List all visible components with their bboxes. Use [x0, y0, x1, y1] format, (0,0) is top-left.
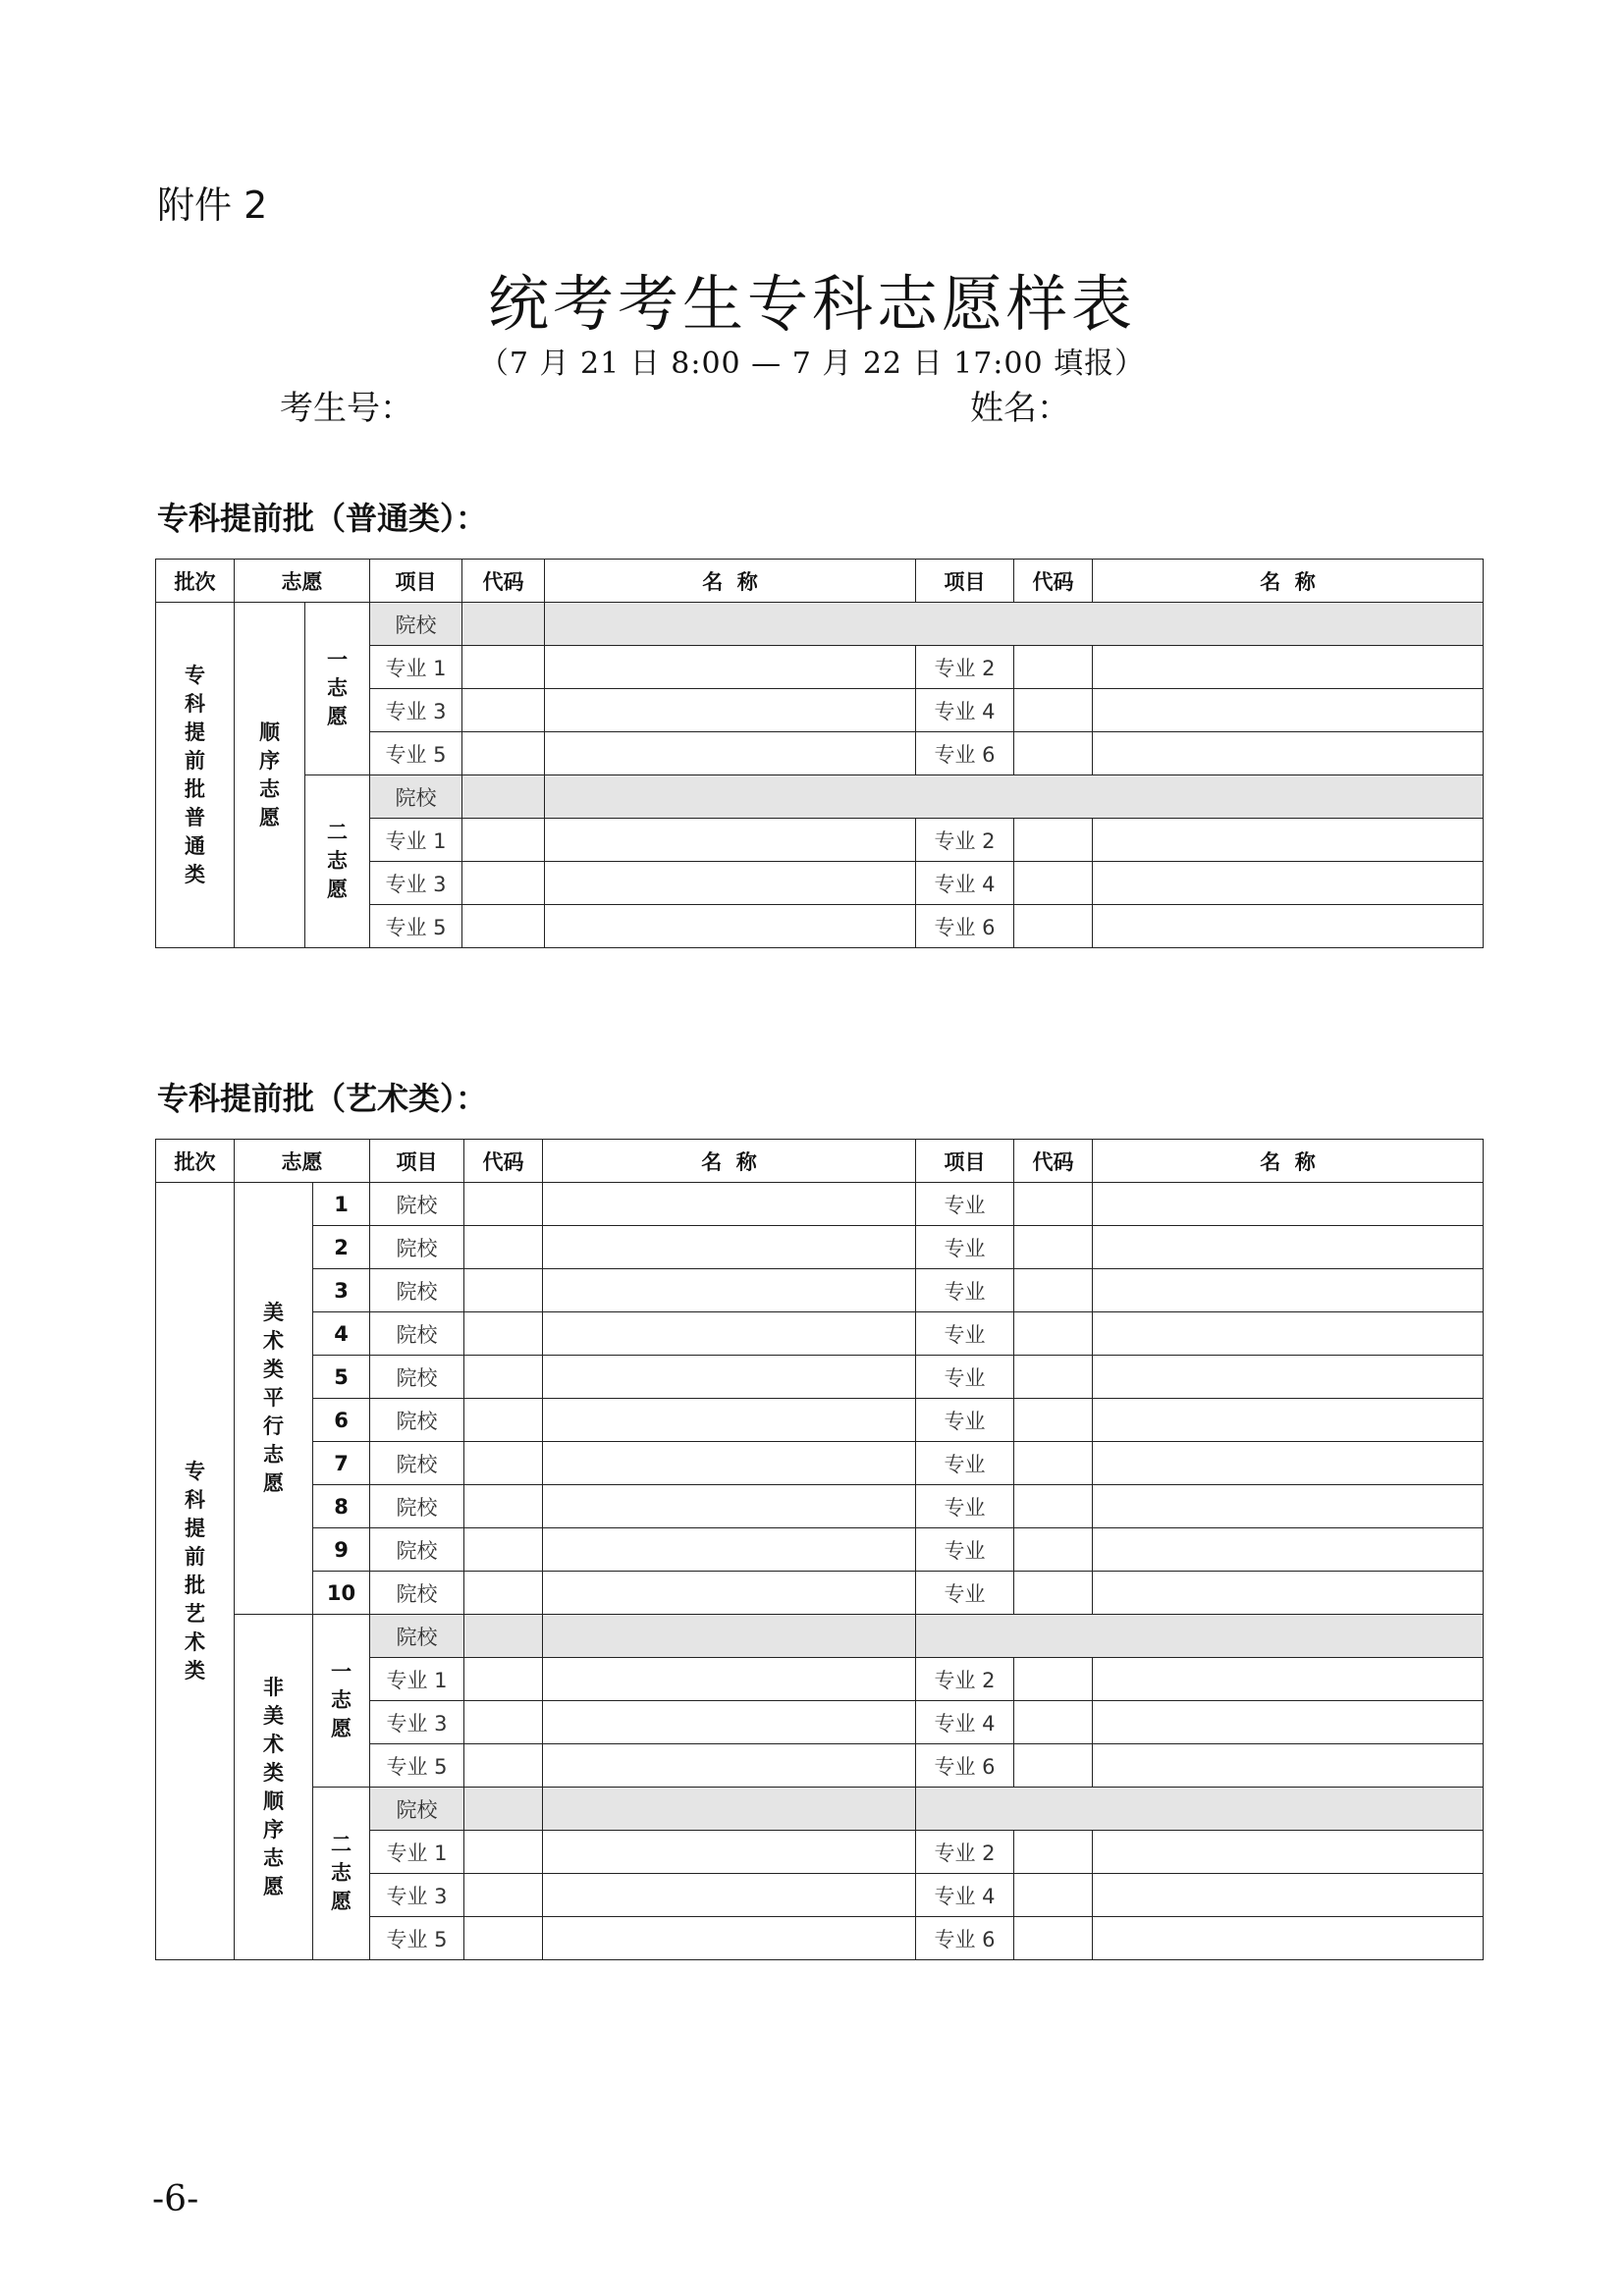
major-name-field[interactable] — [1093, 689, 1484, 732]
major-name-field[interactable] — [543, 1701, 916, 1744]
major-label: 专业 — [916, 1485, 1014, 1528]
major-label: 专业 4 — [916, 1701, 1014, 1744]
school-name-field[interactable] — [543, 1485, 916, 1528]
major-name-field[interactable] — [545, 689, 916, 732]
choice-group-label: 二志愿 — [313, 1788, 370, 1960]
candidate-id-label: 考生号： — [280, 389, 413, 428]
school-name-field[interactable] — [543, 1356, 916, 1399]
major-label: 专业 — [916, 1399, 1014, 1442]
table-row — [156, 775, 1484, 819]
major-label: 专业 — [916, 1356, 1014, 1399]
parallel-number: 3 — [313, 1269, 370, 1312]
school-label: 院校 — [370, 1572, 464, 1615]
choice-group-label: 一志愿 — [305, 603, 370, 775]
school-code-field[interactable] — [464, 1442, 543, 1485]
major-name-field[interactable] — [1093, 1356, 1484, 1399]
major-code-field[interactable] — [462, 862, 545, 905]
header-code: 代码 — [464, 1140, 543, 1183]
school-code-field[interactable] — [464, 1485, 543, 1528]
parallel-number: 4 — [313, 1312, 370, 1356]
header-code: 代码 — [1014, 560, 1093, 603]
major-name-field[interactable] — [543, 1658, 916, 1701]
school-name-field[interactable] — [543, 1572, 916, 1615]
table-row — [156, 1399, 1484, 1442]
parallel-number: 8 — [313, 1485, 370, 1528]
major-code-field[interactable] — [464, 1658, 543, 1701]
major-name-field[interactable] — [1093, 1399, 1484, 1442]
batch-cell: 专科提前批艺术类 — [156, 1183, 235, 1960]
major-label: 专业 — [916, 1572, 1014, 1615]
major-name-field[interactable] — [1093, 1572, 1484, 1615]
major-label: 专业 2 — [916, 646, 1014, 689]
school-label: 院校 — [370, 1183, 464, 1226]
table-row — [156, 1312, 1484, 1356]
major-name-field[interactable] — [1093, 732, 1484, 775]
major-name-field[interactable] — [543, 1744, 916, 1788]
school-code-field[interactable] — [464, 1788, 543, 1831]
major-code-field[interactable] — [1014, 1744, 1093, 1788]
major-label: 专业 3 — [370, 1701, 464, 1744]
table-row — [156, 1788, 1484, 1831]
parallel-number: 2 — [313, 1226, 370, 1269]
major-code-field[interactable] — [462, 689, 545, 732]
major-label: 专业 3 — [370, 862, 462, 905]
choice-group-label: 二志愿 — [305, 775, 370, 948]
parallel-number: 5 — [313, 1356, 370, 1399]
major-code-field[interactable] — [1014, 1831, 1093, 1874]
school-label: 院校 — [370, 775, 462, 819]
school-code-field[interactable] — [464, 1399, 543, 1442]
major-label: 专业 3 — [370, 1874, 464, 1917]
table-row — [156, 1615, 1484, 1658]
major-name-field[interactable] — [1093, 1874, 1484, 1917]
table-header-row — [156, 1140, 1484, 1183]
header-name: 名 称 — [543, 1140, 916, 1183]
major-code-field[interactable] — [1014, 1528, 1093, 1572]
header-item: 项目 — [916, 560, 1014, 603]
major-name-field[interactable] — [1093, 1744, 1484, 1788]
school-name-field[interactable] — [545, 775, 1484, 819]
major-label: 专业 4 — [916, 1874, 1014, 1917]
major-name-field[interactable] — [1093, 1183, 1484, 1226]
major-name-field[interactable] — [543, 1874, 916, 1917]
major-name-field[interactable] — [1093, 1442, 1484, 1485]
major-label: 专业 — [916, 1226, 1014, 1269]
school-name-field[interactable] — [543, 1226, 916, 1269]
major-label: 专业 — [916, 1312, 1014, 1356]
major-code-field[interactable] — [1014, 1442, 1093, 1485]
school-code-field[interactable] — [464, 1183, 543, 1226]
table-row — [156, 1485, 1484, 1528]
table-row — [156, 1226, 1484, 1269]
major-code-field[interactable] — [1014, 689, 1093, 732]
major-code-field[interactable] — [1014, 1312, 1093, 1356]
major-code-field[interactable] — [1014, 1572, 1093, 1615]
header-code: 代码 — [1014, 1140, 1093, 1183]
school-name-field[interactable] — [543, 1399, 916, 1442]
school-code-field[interactable] — [462, 775, 545, 819]
major-code-field[interactable] — [1014, 905, 1093, 948]
major-label: 专业 5 — [370, 1917, 464, 1960]
parallel-number: 7 — [313, 1442, 370, 1485]
major-code-field[interactable] — [464, 1831, 543, 1874]
fill-time-subtitle: （7 月 21 日 8:00 — 7 月 22 日 17:00 填报） — [478, 347, 1146, 381]
art-choice-table — [155, 1139, 1484, 1960]
attachment-label: 附件 2 — [157, 184, 268, 227]
school-name-field[interactable] — [543, 1528, 916, 1572]
major-label: 专业 1 — [370, 1658, 464, 1701]
major-code-field[interactable] — [1014, 1269, 1093, 1312]
school-name-field[interactable] — [543, 1312, 916, 1356]
page-title: 统考考生专科志愿样表 — [487, 268, 1136, 340]
sequential-type-cell: 非美术类顺序志愿 — [235, 1615, 313, 1960]
parallel-number: 1 — [313, 1183, 370, 1226]
major-code-field[interactable] — [1014, 646, 1093, 689]
table-row — [156, 1528, 1484, 1572]
major-name-field[interactable] — [545, 905, 916, 948]
major-label: 专业 6 — [916, 1744, 1014, 1788]
header-batch: 批次 — [156, 1140, 235, 1183]
batch-cell: 专科提前批普通类 — [156, 603, 235, 948]
major-label: 专业 — [916, 1183, 1014, 1226]
major-name-field[interactable] — [545, 819, 916, 862]
major-code-field[interactable] — [1014, 1701, 1093, 1744]
major-code-field[interactable] — [1014, 862, 1093, 905]
major-label: 专业 2 — [916, 1831, 1014, 1874]
school-name-field[interactable] — [543, 1442, 916, 1485]
major-code-field[interactable] — [1014, 1874, 1093, 1917]
school-extra-field[interactable] — [916, 1788, 1484, 1831]
school-extra-field[interactable] — [916, 1615, 1484, 1658]
header-item: 项目 — [370, 1140, 464, 1183]
major-label: 专业 2 — [916, 1658, 1014, 1701]
table-row — [156, 1183, 1484, 1226]
school-name-field[interactable] — [545, 603, 1484, 646]
major-name-field[interactable] — [1093, 646, 1484, 689]
school-label: 院校 — [370, 1399, 464, 1442]
school-code-field[interactable] — [464, 1356, 543, 1399]
major-code-field[interactable] — [1014, 1183, 1093, 1226]
table-row — [156, 1442, 1484, 1485]
major-label: 专业 5 — [370, 1744, 464, 1788]
parallel-number: 6 — [313, 1399, 370, 1442]
parallel-number: 10 — [313, 1572, 370, 1615]
school-label: 院校 — [370, 1356, 464, 1399]
major-label: 专业 4 — [916, 689, 1014, 732]
major-code-field[interactable] — [464, 1701, 543, 1744]
major-name-field[interactable] — [1093, 1269, 1484, 1312]
major-name-field[interactable] — [1093, 1701, 1484, 1744]
school-code-field[interactable] — [464, 1269, 543, 1312]
major-code-field[interactable] — [1014, 1399, 1093, 1442]
major-label: 专业 6 — [916, 905, 1014, 948]
general-choice-table — [155, 559, 1484, 948]
header-choice: 志愿 — [235, 1140, 370, 1183]
parallel-type-cell: 美术类平行志愿 — [235, 1183, 313, 1615]
major-name-field[interactable] — [545, 646, 916, 689]
major-code-field[interactable] — [464, 1917, 543, 1960]
major-name-field[interactable] — [1093, 1528, 1484, 1572]
school-code-field[interactable] — [464, 1615, 543, 1658]
table-row — [156, 603, 1484, 646]
school-name-field[interactable] — [543, 1183, 916, 1226]
section-art-title: 专科提前批（艺术类）： — [157, 1080, 488, 1117]
major-name-field[interactable] — [1093, 1917, 1484, 1960]
school-label: 院校 — [370, 1788, 464, 1831]
major-label: 专业 — [916, 1528, 1014, 1572]
table-row — [156, 1269, 1484, 1312]
major-name-field[interactable] — [1093, 1658, 1484, 1701]
choice-type-cell: 顺序志愿 — [235, 603, 305, 948]
school-code-field[interactable] — [464, 1312, 543, 1356]
school-label: 院校 — [370, 1485, 464, 1528]
school-code-field[interactable] — [464, 1572, 543, 1615]
name-label: 姓名： — [970, 389, 1070, 428]
table-row — [156, 1572, 1484, 1615]
school-label: 院校 — [370, 1615, 464, 1658]
major-name-field[interactable] — [1093, 905, 1484, 948]
school-label: 院校 — [370, 1442, 464, 1485]
major-name-field[interactable] — [543, 1917, 916, 1960]
header-batch: 批次 — [156, 560, 235, 603]
major-label: 专业 — [916, 1269, 1014, 1312]
major-name-field[interactable] — [1093, 1831, 1484, 1874]
school-label: 院校 — [370, 1528, 464, 1572]
header-item: 项目 — [370, 560, 462, 603]
major-code-field[interactable] — [462, 646, 545, 689]
parallel-number: 9 — [313, 1528, 370, 1572]
major-code-field[interactable] — [1014, 819, 1093, 862]
major-name-field[interactable] — [1093, 1226, 1484, 1269]
major-name-field[interactable] — [1093, 819, 1484, 862]
major-code-field[interactable] — [1014, 732, 1093, 775]
school-label: 院校 — [370, 603, 462, 646]
major-code-field[interactable] — [1014, 1917, 1093, 1960]
school-name-field[interactable] — [543, 1269, 916, 1312]
major-label: 专业 1 — [370, 819, 462, 862]
major-label: 专业 1 — [370, 646, 462, 689]
header-choice: 志愿 — [235, 560, 370, 603]
school-label: 院校 — [370, 1312, 464, 1356]
school-name-field[interactable] — [543, 1615, 916, 1658]
major-code-field[interactable] — [462, 905, 545, 948]
school-label: 院校 — [370, 1226, 464, 1269]
header-item: 项目 — [916, 1140, 1014, 1183]
school-code-field[interactable] — [462, 603, 545, 646]
major-label: 专业 1 — [370, 1831, 464, 1874]
school-name-field[interactable] — [543, 1788, 916, 1831]
major-label: 专业 — [916, 1442, 1014, 1485]
section-general-title: 专科提前批（普通类）： — [157, 500, 488, 537]
major-name-field[interactable] — [545, 732, 916, 775]
header-code: 代码 — [462, 560, 545, 603]
major-code-field[interactable] — [1014, 1356, 1093, 1399]
school-label: 院校 — [370, 1269, 464, 1312]
header-name: 名 称 — [1093, 560, 1484, 603]
major-code-field[interactable] — [462, 819, 545, 862]
major-label: 专业 6 — [916, 1917, 1014, 1960]
major-code-field[interactable] — [1014, 1485, 1093, 1528]
major-label: 专业 5 — [370, 905, 462, 948]
table-row — [156, 1356, 1484, 1399]
school-code-field[interactable] — [464, 1528, 543, 1572]
major-name-field[interactable] — [1093, 1312, 1484, 1356]
major-code-field[interactable] — [464, 1744, 543, 1788]
choice-group-label: 一志愿 — [313, 1615, 370, 1788]
major-name-field[interactable] — [1093, 862, 1484, 905]
major-code-field[interactable] — [464, 1874, 543, 1917]
major-code-field[interactable] — [462, 732, 545, 775]
major-label: 专业 3 — [370, 689, 462, 732]
major-label: 专业 4 — [916, 862, 1014, 905]
major-name-field[interactable] — [543, 1831, 916, 1874]
major-name-field[interactable] — [545, 862, 916, 905]
major-label: 专业 2 — [916, 819, 1014, 862]
major-label: 专业 5 — [370, 732, 462, 775]
header-name: 名 称 — [1093, 1140, 1484, 1183]
table-header-row — [156, 560, 1484, 603]
school-code-field[interactable] — [464, 1226, 543, 1269]
major-label: 专业 6 — [916, 732, 1014, 775]
page-number: -6- — [152, 2179, 199, 2219]
major-name-field[interactable] — [1093, 1485, 1484, 1528]
major-code-field[interactable] — [1014, 1226, 1093, 1269]
major-code-field[interactable] — [1014, 1658, 1093, 1701]
header-name: 名 称 — [545, 560, 916, 603]
